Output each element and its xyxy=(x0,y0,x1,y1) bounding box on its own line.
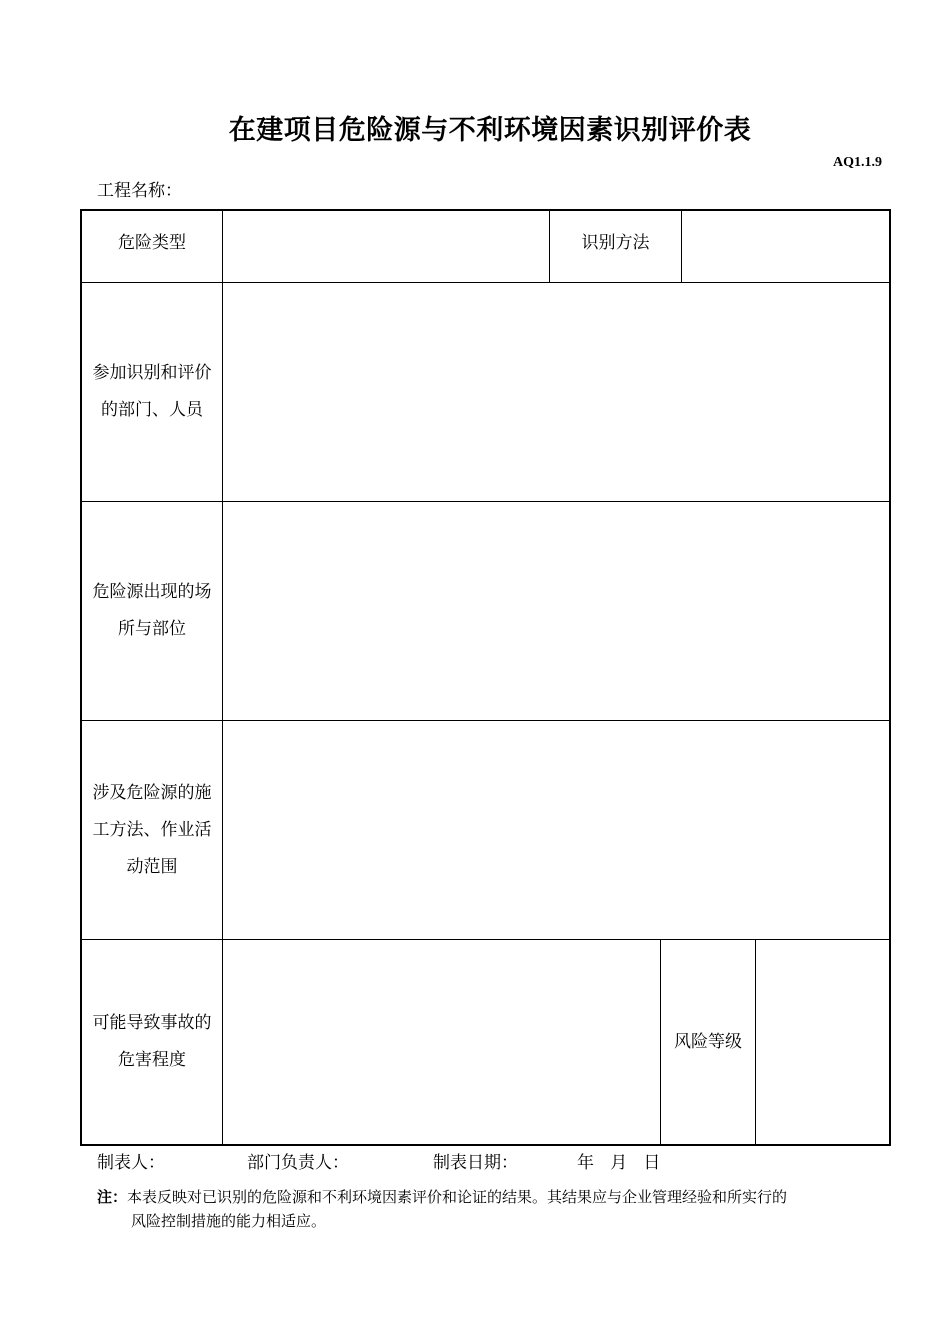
risk-level-field[interactable] xyxy=(756,940,889,1144)
note-line-2: 风险控制措施的能力相适应。 xyxy=(131,1212,327,1230)
methods-field[interactable] xyxy=(223,721,889,939)
date-label: 制表日期： xyxy=(433,1153,518,1173)
dept-head-label: 部门负责人： xyxy=(247,1153,349,1173)
methods-label: 涉及危险源的施工方法、作业活动范围 xyxy=(92,782,212,877)
hazard-type-label: 危险类型 xyxy=(118,233,186,253)
location-label: 危险源出现的场所与部位 xyxy=(92,582,212,639)
document-title: 在建项目危险源与不利环境因素识别评价表 xyxy=(228,115,752,146)
date-units: 年 月 日 xyxy=(577,1153,661,1173)
location-field[interactable] xyxy=(223,502,889,720)
note xyxy=(97,1185,887,1233)
identify-method-label: 识别方法 xyxy=(581,233,650,253)
participants-label: 参加识别和评价的部门、人员 xyxy=(92,363,212,420)
project-name-label: 工程名称： xyxy=(97,181,182,201)
form-code: AQ1.1.9 xyxy=(833,155,882,170)
consequence-label: 可能导致事故的危害程度 xyxy=(92,1013,212,1070)
note-label: 注： xyxy=(97,1188,128,1206)
maker-label: 制表人： xyxy=(97,1153,165,1173)
participants-field[interactable] xyxy=(223,283,889,501)
note-line-1: 本表反映对已识别的危险源和不利环境因素评价和论证的结果。其结果应与企业管理经验和所实行的 xyxy=(127,1188,788,1206)
risk-level-label: 风险等级 xyxy=(674,1031,742,1052)
consequence-field[interactable] xyxy=(223,940,660,1144)
identify-method-field[interactable] xyxy=(682,211,889,282)
hazard-type-field[interactable] xyxy=(223,211,549,282)
